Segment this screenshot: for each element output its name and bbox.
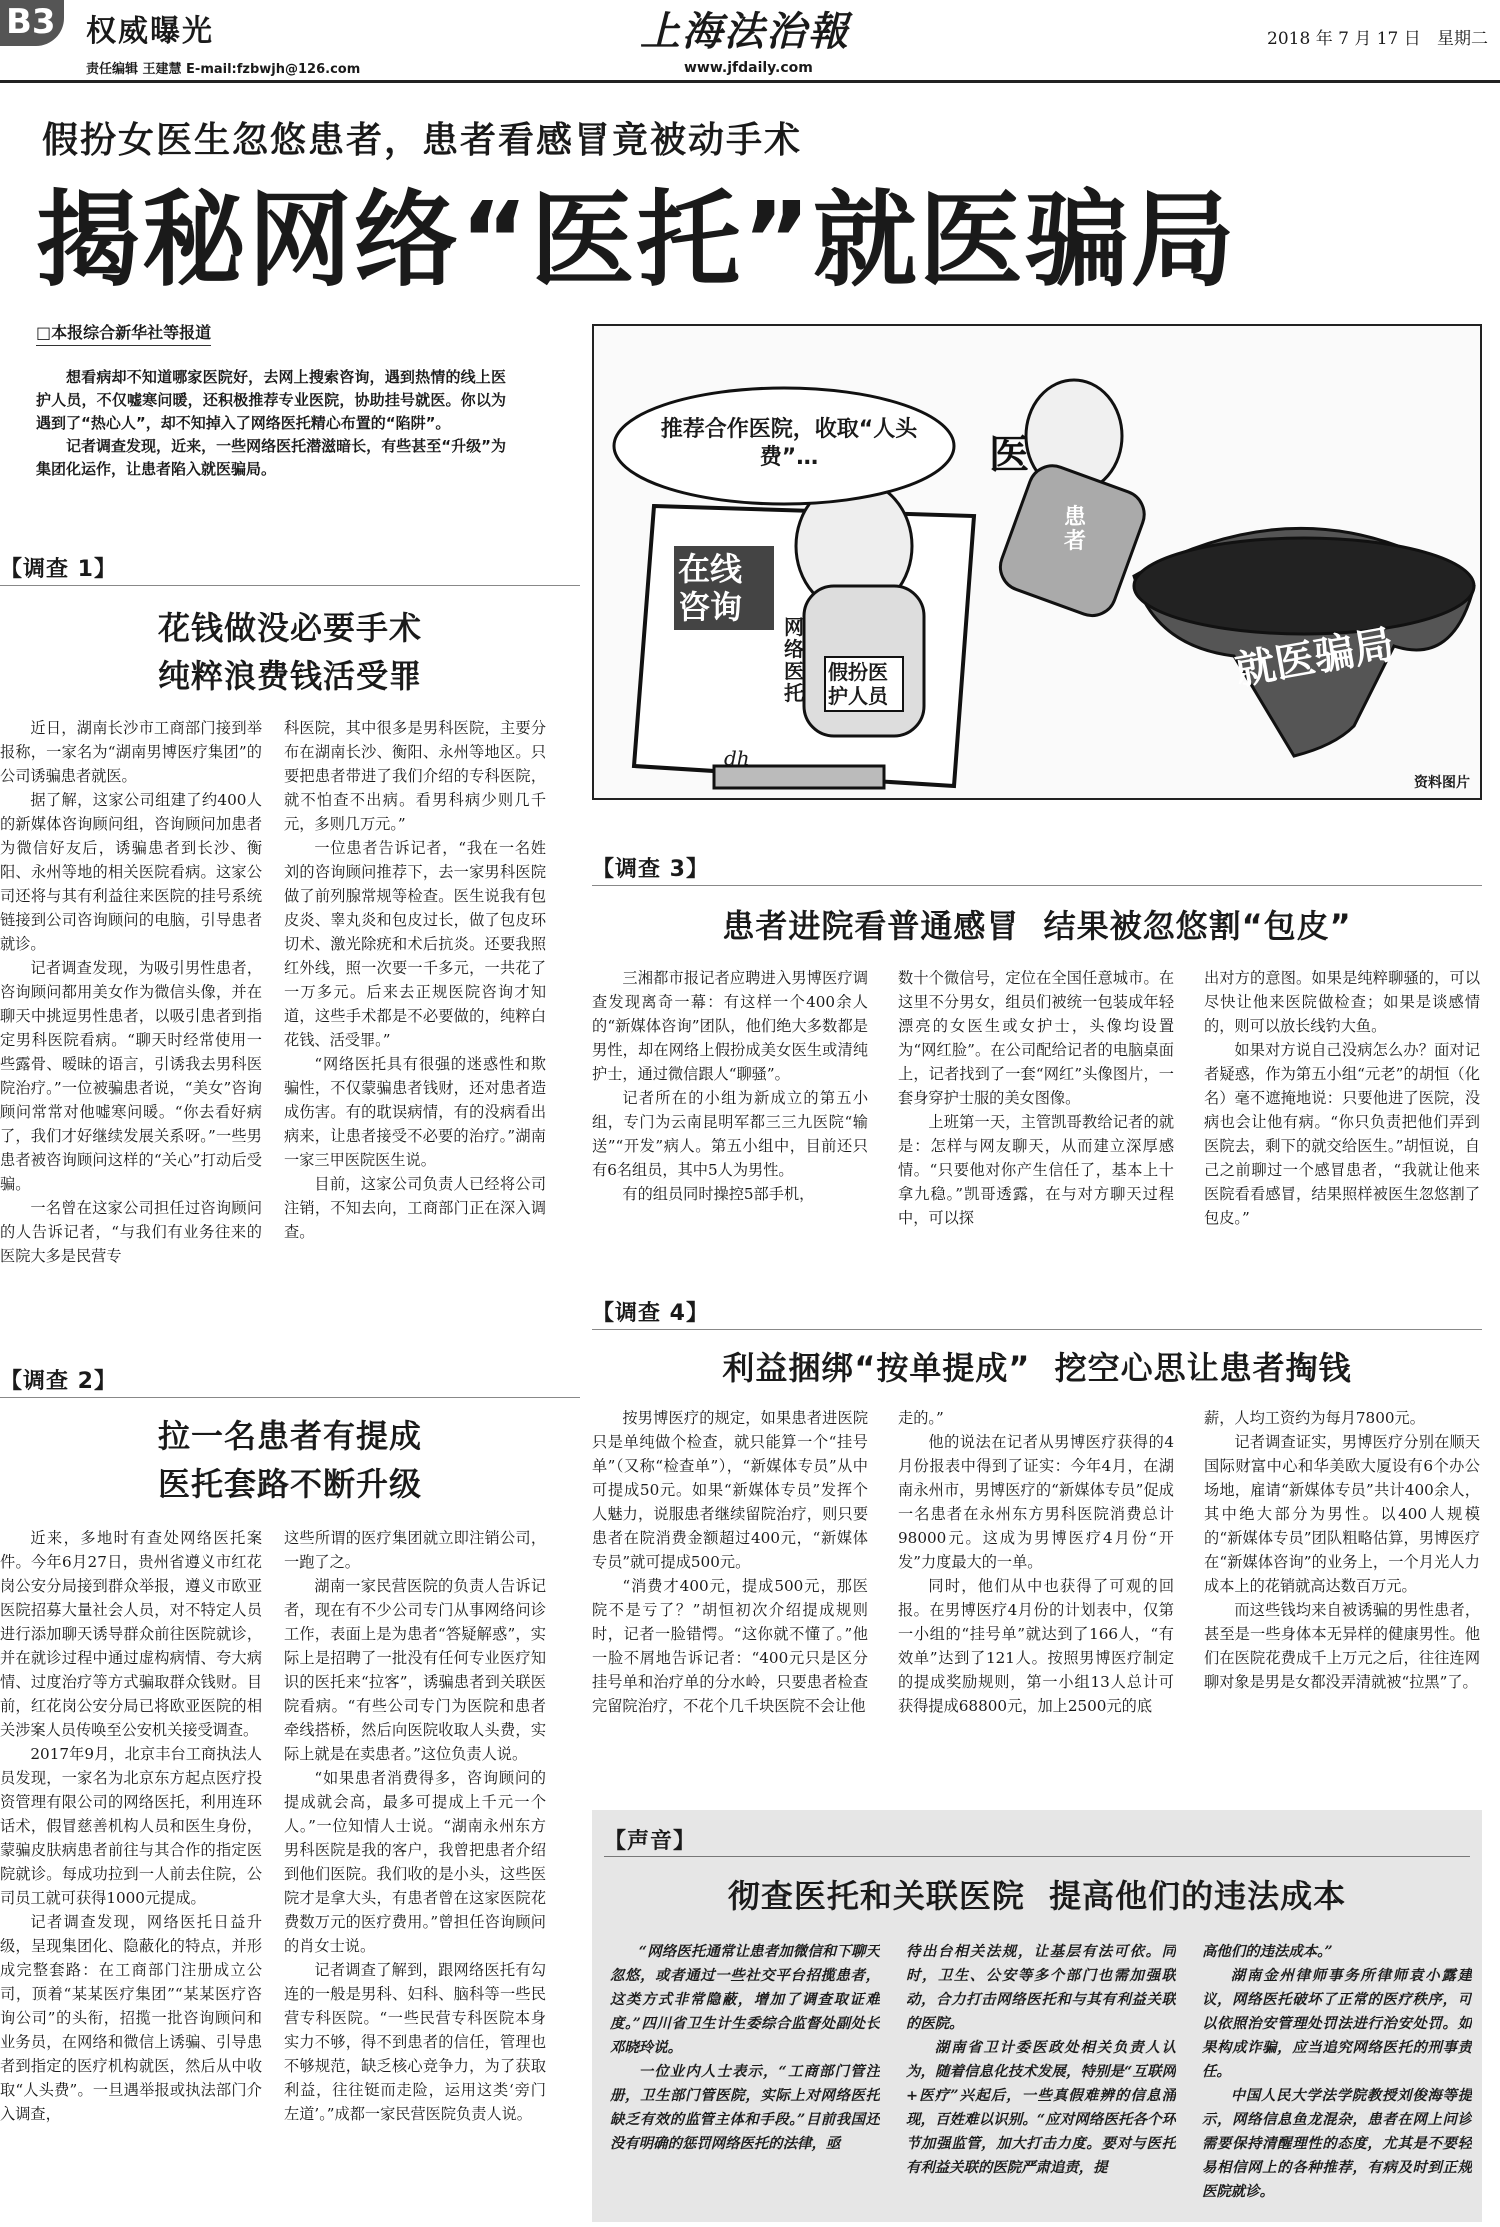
voice-paragraph: 湖南省卫计委医政处相关负责人认为，随着信息化技术发展，特别是“互联网+医疗”兴起后，一些真假难辨的信息涌现，百姓难以识别。“应对网络医托各个环节加强监管，加大打击力度。要对与医托有利益关联的医院严肃追责，提 [906,2039,1176,2176]
section3-paragraph: 出对方的意图。如果是纯粹聊骚的，可以尽快让他来医院做检查；如果是谈感情的，则可以放长线钓大鱼。 [1204,969,1480,1035]
voice-tag: 【声音】 [604,1829,697,1854]
section4-paragraph: 记者调查证实，男博医疗分别在顺天国际财富中心和华美欧大厦设有6个办公场地，雇请“新媒体专员”共计400余人，其中绝大部分为男性。以400人规模的“新媒体专员”团队粗略估算，男博医疗在“新媒体咨询”的业务上，一个月光人力成本上的花销就高达数百万元。 [1204,1433,1480,1595]
headline-kicker: 假扮女医生忽悠患者，患者看感冒竟被动手术 [42,120,803,161]
section2-paragraph: 2017年9月，北京丰台工商执法人员发现，一家名为北京东方起点医疗投资管理有限公司的网络医托，利用连环话术，假冒慈善机构人员和医生身份，蒙骗皮肤病患者前往与其合作的指定医院就诊。每成功拉到一人前去住院，公司员工就可获得1000元提成。 [0,1745,262,1907]
voice-paragraph: 湖南金州律师事务所律师袁小露建议，网络医托破坏了正常的医疗秩序，可以依照治安管理处罚法进行治安处罚。如果构成诈骗，应当追究网络医托的刑事责任。 [1202,1967,1472,2080]
voice-title: 彻查医托和关联医院 提高他们的违法成本 [727,1877,1347,1915]
photo-credit: 资料图片 [1414,775,1470,791]
section3-paragraph: 记者所在的小组为新成立的第五小组，专门为云南昆明军都三三九医院“输送”“开发”病人。第五小组中，目前还只有6名组员，其中5人为男性。 [592,1089,868,1179]
section2-col2 [284,1526,546,2222]
section2-paragraph: “如果患者消费得多，咨询顾问的提成就会高，最多可提成上千元一个人。”一位知情人士说。“湖南永州东方男科医院是我的客户，我曾把患者介绍到他们医院。我们收的是小头，这些医院才是拿大头，有患者曾在这家医院花费数万元的医疗费用。”曾担任咨询顾问的肖女士说。 [284,1769,546,1955]
section1-title-line1: 花钱做没必要手术 [157,609,422,647]
cartoon-bubble-text: 推荐合作医院，收取“人头费”… [660,417,918,470]
section1-col2 [284,716,546,1346]
section1-col1 [0,716,262,1346]
cartoon-screen-text: 在线咨询 [674,546,774,630]
section1-paragraph: 一位患者告诉记者，“我在一名姓刘的咨询顾问推荐下，去一家男科医院做了前列腺常规等检查。医生说我有包皮炎、睾丸炎和包皮过长，做了包皮环切术、激光除疣和术后抗炎。还要我照红外线，照一次要一千多元，一共花了一万多元。后来去正规医院咨询才知道，这些手术都是不必要做的，纯粹白花钱、活受罪。” [284,839,546,1049]
voice-rule [604,1856,1470,1857]
byline: □本报综合新华社等报道 [36,320,211,346]
voice-col3 [1202,1940,1472,2220]
voice-col2 [906,1940,1176,2220]
section1-title-line2: 纯粹浪费钱活受罪 [157,657,422,695]
section4-col3 [1204,1406,1480,1786]
section2-paragraph: 湖南一家民营医院的负责人告诉记者，现在有不少公司专门从事网络问诊工作，表面上是为患者“答疑解惑”，实际上是招聘了一批没有任何专业医疗知识的医托来“拉客”，诱骗患者到关联医院看病。“有些公司专门为医院和患者牵线搭桥，然后向医院收取人头费，实际上就是在卖患者。”这位负责人说。 [284,1577,546,1763]
cartoon-illustration [592,324,1482,800]
voice-paragraph: “网络医托通常让患者加微信和下聊天忽悠，或者通过一些社交平台招揽患者，这类方式非常隐蔽，增加了调查取证难度。”四川省卫生计生委综合监督处副处长邓晓玲说。 [610,1943,880,2056]
section1-paragraph: 记者调查发现，为吸引男性患者，咨询顾问都用美女作为微信头像，并在聊天中挑逗男性患者，以吸引患者到指定男科医院看病。“聊天时经常使用一些露骨、暧昧的语言，引诱我去男科医院治疗。”一位被骗患者说，“美女”咨询顾问常常对他嘘寒问暖。“你去看好病了，我们才好继续发展关系呀。”一些男患者被咨询顾问这样的“关心”打动后受骗。 [0,959,262,1193]
section4-title: 利益捆绑“按单提成” 挖空心思让患者掏钱 [722,1349,1352,1387]
section4-paragraph: 走的。” [898,1409,944,1427]
lede-paragraph: 记者调查发现，近来，一些网络医托潜滋暗长，有些甚至“升级”为集团化运作，让患者陷入就医骗局。 [36,437,506,478]
section2-tag: 【调查 2】 [0,1369,117,1394]
section1-paragraph: 科医院，其中很多是男科医院，主要分布在湖南长沙、衡阳、永州等地区。只要把患者带进了我们介绍的专科医院，就不怕查不出病。看男科病少则几千元，多则几万元。” [284,719,546,833]
section2-paragraph: 近来，多地时有查处网络医托案件。今年6月27日，贵州省遵义市红花岗公安分局接到群众举报，遵义市欧亚医院招募大量社会人员，对不特定人员进行添加聊天诱导群众前往医院就诊，并在就诊过程中通过虚构病情、夸大病情、过度治疗等方式骗取群众钱财。目前，红花岗公安分局已将欧亚医院的相关涉案人员传唤至公安机关接受调查。 [0,1529,262,1739]
section4-tag: 【调查 4】 [592,1301,709,1326]
voice-paragraph: 待出台相关法规，让基层有法可依。同时，卫生、公安等多个部门也需加强联动，合力打击网络医托和与其有利益关联的医院。 [906,1943,1176,2032]
section3-paragraph: 数十个微信号，定位在全国任意城市。在这里不分男女，组员们被统一包装成年轻漂亮的女医生或女护士，头像均设置为“网红脸”。在公司配给记者的电脑桌面上，记者找到了一套“网红”头像图片，一套身穿护士服的美女图像。 [898,969,1174,1107]
voice-paragraph: 中国人民大学法学院教授刘俊海等提示，网络信息鱼龙混杂，患者在网上问诊需要保持清醒理性的态度，尤其是不要轻易相信网上的各种推荐，有病及时到正规医院就诊。 [1202,2087,1472,2200]
voice-paragraph: 高他们的违法成本。” [1202,1943,1333,1960]
page-number: B3 [6,2,56,42]
section-name: 权威曝光 [86,14,214,49]
section4-col1 [592,1406,868,1786]
section3-rule [592,885,1482,886]
voice-paragraph: 一位业内人士表示，“工商部门管注册，卫生部门管医院，实际上对网络医托缺乏有效的监管主体和手段。”目前我国还没有明确的惩罚网络医托的法律，亟 [610,2063,880,2152]
website-url[interactable]: www.jfdaily.com [684,60,813,76]
section3-paragraph: 上班第一天，主管凯哥教给记者的就是：怎样与网友聊天，从而建立深厚感情。“只要他对你产生信任了，基本上十拿九稳。”凯哥透露，在与对方聊天过程中，可以探 [898,1113,1174,1227]
section4-rule [592,1329,1482,1330]
cartoon-label-tout: 网络医托 [784,615,804,705]
section2-rule [0,1397,580,1398]
section2-col1 [0,1526,262,2222]
section3-paragraph: 如果对方说自己没病怎么办？面对记者疑惑，作为第五小组“元老”的胡恒（化名）毫不遮掩地说：只要他进了医院，没病也会让他有病。“你只负责把他们弄到医院去，剩下的就交给医生。”胡恒说，自己之前聊过一个感冒患者，“我就让他来医院看看感冒，结果照样被医生忽悠割了包皮。” [1204,1041,1480,1227]
issue-date: 2018 年 7 月 17 日 星期二 [1267,29,1488,49]
section1-paragraph: 目前，这家公司负责人已经将公司注销，不知去向，工商部门正在深入调查。 [284,1175,546,1241]
section1-title [20,604,560,700]
section1-tag: 【调查 1】 [0,557,117,582]
doctor-badge: 医 [989,432,1029,478]
section3-paragraph: 有的组员同时操控5部手机， [622,1185,815,1203]
paper-masthead: 上海法治報 [640,8,850,55]
section2-paragraph: 记者调查发现，网络医托日益升级，呈现集团化、隐蔽化的特点，并形成完整套路：在工商部门注册成立公司，顶着“某某医疗集团”“某某医疗咨询公司”的头衔，招揽一批咨询顾问和业务员，在网络和微信上诱骗、引导患者到指定的医疗机构就医，然后从中收取“人头费”。一旦遇举报或执法部门介入调查， [0,1913,262,2123]
section2-title-line2: 医托套路不断升级 [157,1465,422,1503]
section3-tag: 【调查 3】 [592,857,709,882]
cartoon-label-trap: 就医骗局 [1231,621,1398,695]
masthead-rule [0,80,1500,83]
section2-paragraph: 记者调查了解到，跟网络医托有勾连的一般是男科、妇科、脑科等一些民营专科医院。“一些民营专科医院本身实力不够，得不到患者的信任，管理也不够规范，缺乏核心竞争力，为了获取利益，往往铤而走险，运用这类‘旁门左道’。”成都一家民营医院负责人说。 [284,1961,546,2123]
section4-paragraph: “消费才400元，提成500元，那医院不是亏了？”胡恒初次介绍提成规则时，记者一脸错愕。“这你就不懂了。”他一脸不屑地告诉记者：“400元只是区分挂号单和治疗单的分水岭，只要患者检查完留院治疗，不花个几千块医院不会让他 [592,1577,868,1715]
section3-col1 [592,966,868,1316]
section1-rule [0,585,580,586]
section1-paragraph: “网络医托具有很强的迷惑性和欺骗性，不仅蒙骗患者钱财，还对患者造成伤害。有的耽误病情，有的没病看出病来，让患者接受不必要的治疗。”湖南一家三甲医院医生说。 [284,1055,546,1169]
section3-col2 [898,966,1174,1316]
section3-paragraph: 三湘都市报记者应聘进入男博医疗调查发现离奇一幕：有这样一个400余人的“新媒体咨询”团队，他们绝大多数都是男性，却在网络上假扮成美女医生或清纯护士，通过微信跟人“聊骚”。 [592,969,868,1083]
section4-paragraph: 薪，人均工资约为每月7800元。 [1204,1409,1425,1427]
section2-title-line1: 拉一名患者有提成 [157,1417,422,1455]
section1-paragraph: 据了解，这家公司组建了约400人的新媒体咨询顾问组，咨询顾问加患者为微信好友后，诱骗患者到长沙、衡阳、永州等地的相关医院看病。这家公司还将与其有利益往来医院的挂号系统链接到公司咨询顾问的电脑，引导患者就诊。 [0,791,262,953]
section1-paragraph: 一名曾在这家公司担任过咨询顾问的人告诉记者，“与我们有业务往来的医院大多是民营专 [0,1199,262,1265]
lede-box [36,366,506,516]
cartoon-signature: dh [724,746,750,770]
cartoon-label-patient: 患者 [1064,505,1087,554]
section4-paragraph: 而这些钱均来自被诱骗的男性患者，甚至是一些身体本无异样的健康男性。他们在医院花费成千上万元之后，往往连网聊对象是男是女都没弄清就被“拉黑”了。 [1204,1601,1480,1691]
cartoon-label-fake: 假扮医护人员 [824,656,904,712]
editor-line: 责任编辑 王建慧 E-mail:fzbwjh@126.com [86,62,361,77]
section3-title: 患者进院看普通感冒 结果被忽悠割“包皮” [722,907,1352,945]
section1-paragraph: 近日，湖南长沙市工商部门接到举报称，一家名为“湖南男博医疗集团”的公司诱骗患者就医。 [0,719,262,785]
voice-col1 [610,1940,880,2220]
section4-col2 [898,1406,1174,1786]
section2-title [20,1412,560,1508]
headline-title: 揭秘网络“医托”就医骗局 [36,179,1237,301]
lede-paragraph: 想看病却不知道哪家医院好，去网上搜索咨询，遇到热情的线上医护人员，不仅嘘寒问暖，还积极推荐专业医院，协助挂号就医。你以为遇到了“热心人”，却不知掉入了网络医托精心布置的“陷阱”。 [36,368,506,432]
section4-paragraph: 他的说法在记者从男博医疗获得的4月份报表中得到了证实：今年4月，在湖南永州市，男博医疗的“新媒体专员”促成一名患者在永州东方男科医院消费总计98000元。这成为男博医疗4月份“开发”力度最大的一单。 [898,1433,1174,1571]
section3-col3 [1204,966,1480,1316]
section4-paragraph: 按男博医疗的规定，如果患者进医院只是单纯做个检查，就只能算一个“挂号单”（又称“检查单”），“新媒体专员”从中可提成50元。如果“新媒体专员”发挥个人魅力，说服患者继续留院治疗，则只要患者在院消费金额超过400元，“新媒体专员”就可提成500元。 [592,1409,868,1571]
section2-paragraph: 这些所谓的医疗集团就立即注销公司，一跑了之。 [284,1529,546,1571]
section4-paragraph: 同时，他们从中也获得了可观的回报。在男博医疗4月份的计划表中，仅第一小组的“挂号单”就达到了166人，“有效单”达到了121人。按照男博医疗制定的提成奖励规则，第一小组13人总计可获得提成68800元，加上2500元的底 [898,1577,1174,1715]
